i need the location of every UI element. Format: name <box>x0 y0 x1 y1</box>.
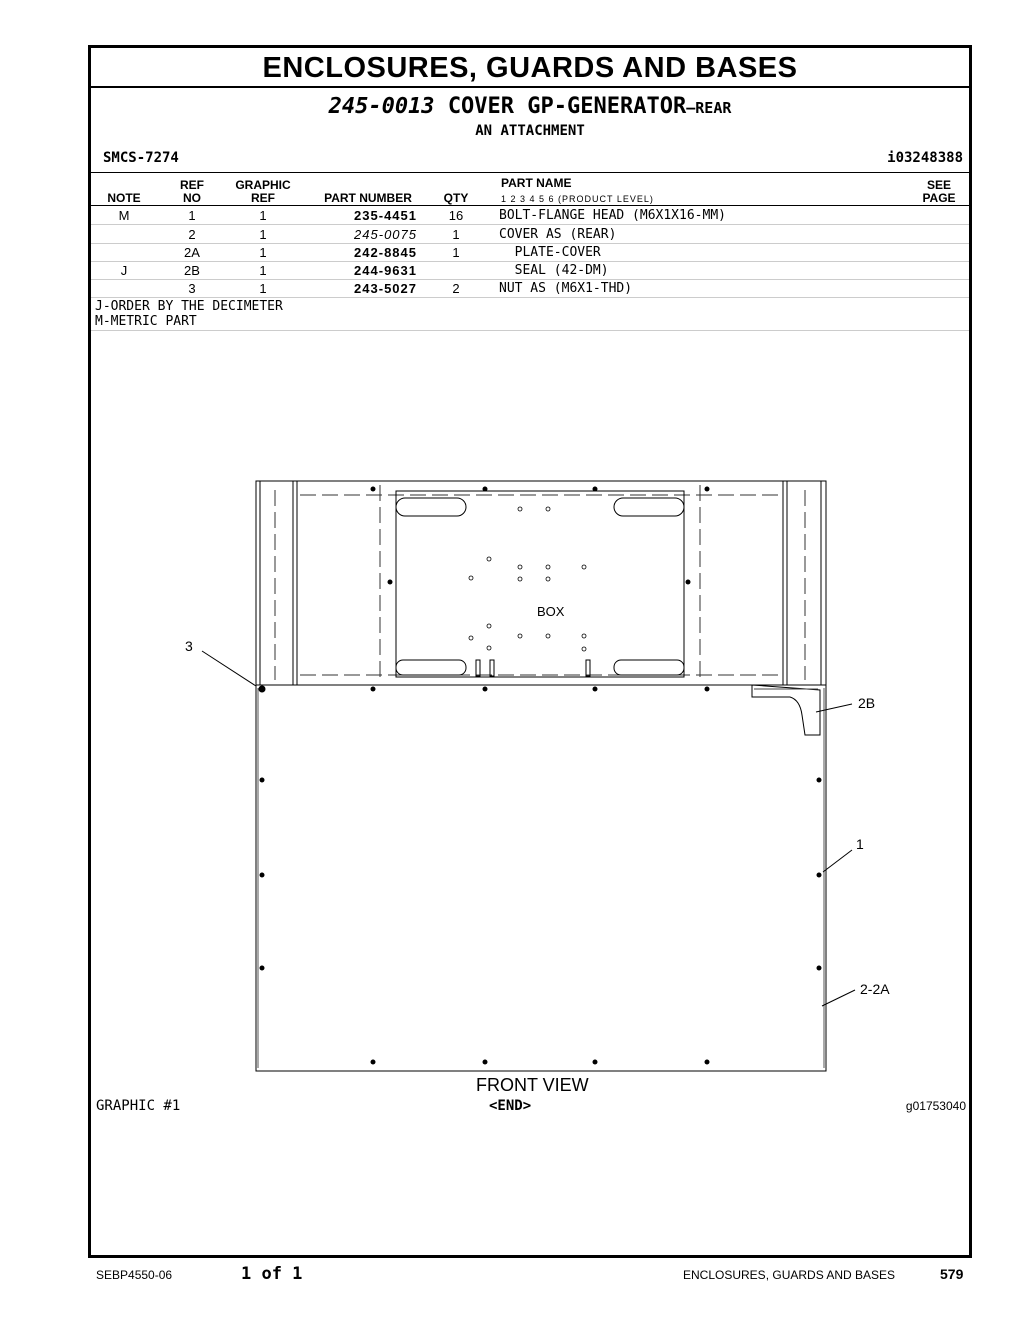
bolt-marker <box>483 1060 488 1065</box>
box-slot <box>614 498 684 516</box>
hole-marker <box>469 576 473 580</box>
row-part-number: 242-8845 <box>354 245 417 260</box>
callout-3: 3 <box>185 638 193 654</box>
box-tab <box>490 660 494 676</box>
box-outline <box>396 491 684 677</box>
row-ref-no: 2B <box>184 263 200 278</box>
reference-id: i03248388 <box>887 150 963 166</box>
row-graphic-ref: 1 <box>259 227 267 242</box>
hole-marker <box>546 507 550 511</box>
footer-page-of: 1 of 1 <box>241 1264 303 1284</box>
row-graphic-ref: 1 <box>259 245 267 260</box>
bolt-marker <box>686 580 691 585</box>
front-view-label: FRONT VIEW <box>476 1075 589 1095</box>
row-qty: 2 <box>452 281 460 296</box>
row-part-name: PLATE-COVER <box>499 245 601 260</box>
box-tab <box>586 660 590 676</box>
note-metric: M-METRIC PART <box>95 314 197 329</box>
hole-marker <box>487 646 491 650</box>
box-slot <box>396 498 466 516</box>
row-part-name: COVER AS (REAR) <box>499 227 617 242</box>
note-decimeter: J-ORDER BY THE DECIMETER <box>95 299 283 314</box>
footer-page-number: 579 <box>940 1266 964 1282</box>
bolt-marker <box>817 873 822 878</box>
header-note: NOTE <box>107 191 141 205</box>
header-see-page-line2: PAGE <box>922 191 956 205</box>
row-ref-no: 1 <box>188 208 196 223</box>
hole-marker <box>518 565 522 569</box>
graphic-caption: GRAPHIC #1 <box>96 1098 181 1114</box>
document-suffix: —REAR <box>686 99 732 117</box>
bolt-marker <box>705 687 710 692</box>
header-part-name: PART NAME <box>501 176 572 190</box>
bolt-marker <box>817 778 822 783</box>
graphic-id: g01753040 <box>905 1099 966 1113</box>
bolt-marker <box>371 1060 376 1065</box>
callout-leader-1 <box>823 850 852 872</box>
hole-marker <box>546 634 550 638</box>
upper-housing-outline <box>256 481 826 685</box>
box-slot <box>614 660 684 675</box>
row-part-number: 243-5027 <box>354 281 417 296</box>
row-qty: 16 <box>448 208 464 223</box>
callout-1: 1 <box>856 836 864 852</box>
callout-leader-2b <box>816 704 852 712</box>
row-ref-no: 2A <box>184 245 200 260</box>
nut-marker <box>259 686 266 693</box>
hole-marker <box>582 634 586 638</box>
row-part-name: SEAL (42-DM) <box>499 263 609 278</box>
box-tab <box>476 660 480 676</box>
callout-leader-3 <box>202 651 256 686</box>
callout-2b: 2B <box>858 695 876 711</box>
row-graphic-ref: 1 <box>259 263 267 278</box>
seal-bracket <box>752 685 820 735</box>
bolt-marker <box>260 873 265 878</box>
bolt-marker <box>260 966 265 971</box>
bolt-marker <box>593 1060 598 1065</box>
header-graphic-ref-line1: GRAPHIC <box>235 178 291 192</box>
callout-leader-2-2a <box>822 990 855 1006</box>
bolt-marker <box>705 487 710 492</box>
document-number: 245-0013 <box>328 94 435 119</box>
hole-marker <box>546 577 550 581</box>
hole-marker <box>487 624 491 628</box>
row-part-name: NUT AS (M6X1-THD) <box>499 281 633 296</box>
row-ref-no: 2 <box>188 227 196 242</box>
bolt-marker <box>593 487 598 492</box>
row-part-number: 244-9631 <box>354 263 417 278</box>
bolt-marker <box>371 487 376 492</box>
row-part-number: 245-0075 <box>354 227 417 242</box>
section-title: ENCLOSURES, GUARDS AND BASES <box>91 48 969 88</box>
bolt-marker <box>371 687 376 692</box>
bolt-marker <box>705 1060 710 1065</box>
footer-doc-code: SEBP4550-06 <box>96 1268 173 1282</box>
hole-marker <box>518 507 522 511</box>
header-see-page-line1: SEE <box>926 178 951 192</box>
hole-marker <box>487 557 491 561</box>
row-ref-no: 3 <box>188 281 196 296</box>
row-qty: 1 <box>452 227 460 242</box>
attachment-label: AN ATTACHMENT <box>475 123 585 139</box>
hole-marker <box>518 577 522 581</box>
hole-marker <box>546 565 550 569</box>
smcs-code: SMCS-7274 <box>103 150 179 166</box>
footer-section: ENCLOSURES, GUARDS AND BASES <box>683 1268 896 1282</box>
header-qty: QTY <box>443 191 469 205</box>
row-graphic-ref: 1 <box>259 281 267 296</box>
bolt-marker <box>483 487 488 492</box>
header-part-number: PART NUMBER <box>324 191 412 205</box>
bolt-marker <box>388 580 393 585</box>
box-slot <box>396 660 466 675</box>
row-note: J <box>120 263 128 278</box>
hole-marker <box>582 565 586 569</box>
cover-plate-outline <box>256 685 826 1071</box>
hole-marker <box>582 647 586 651</box>
header-ref-no-line2: NO <box>183 191 201 205</box>
box-label: BOX <box>537 604 565 619</box>
bolt-marker <box>260 778 265 783</box>
row-note: M <box>118 208 130 223</box>
row-part-name: BOLT-FLANGE HEAD (M6X1X16-MM) <box>499 208 726 223</box>
header-graphic-ref-line2: REF <box>251 191 275 205</box>
row-graphic-ref: 1 <box>259 208 267 223</box>
bolt-marker <box>817 966 822 971</box>
header-ref-no-line1: REF <box>180 178 204 192</box>
end-marker: <END> <box>489 1098 532 1114</box>
hole-marker <box>469 636 473 640</box>
row-qty: 1 <box>452 245 460 260</box>
hole-marker <box>518 634 522 638</box>
bolt-marker <box>483 687 488 692</box>
row-part-number: 235-4451 <box>354 208 417 223</box>
callout-2-2a: 2-2A <box>860 981 890 997</box>
header-product-levels: 1 2 3 4 5 6 (PRODUCT LEVEL) <box>501 194 654 204</box>
document-name: COVER GP-GENERATOR <box>447 94 687 119</box>
bolt-marker <box>593 687 598 692</box>
